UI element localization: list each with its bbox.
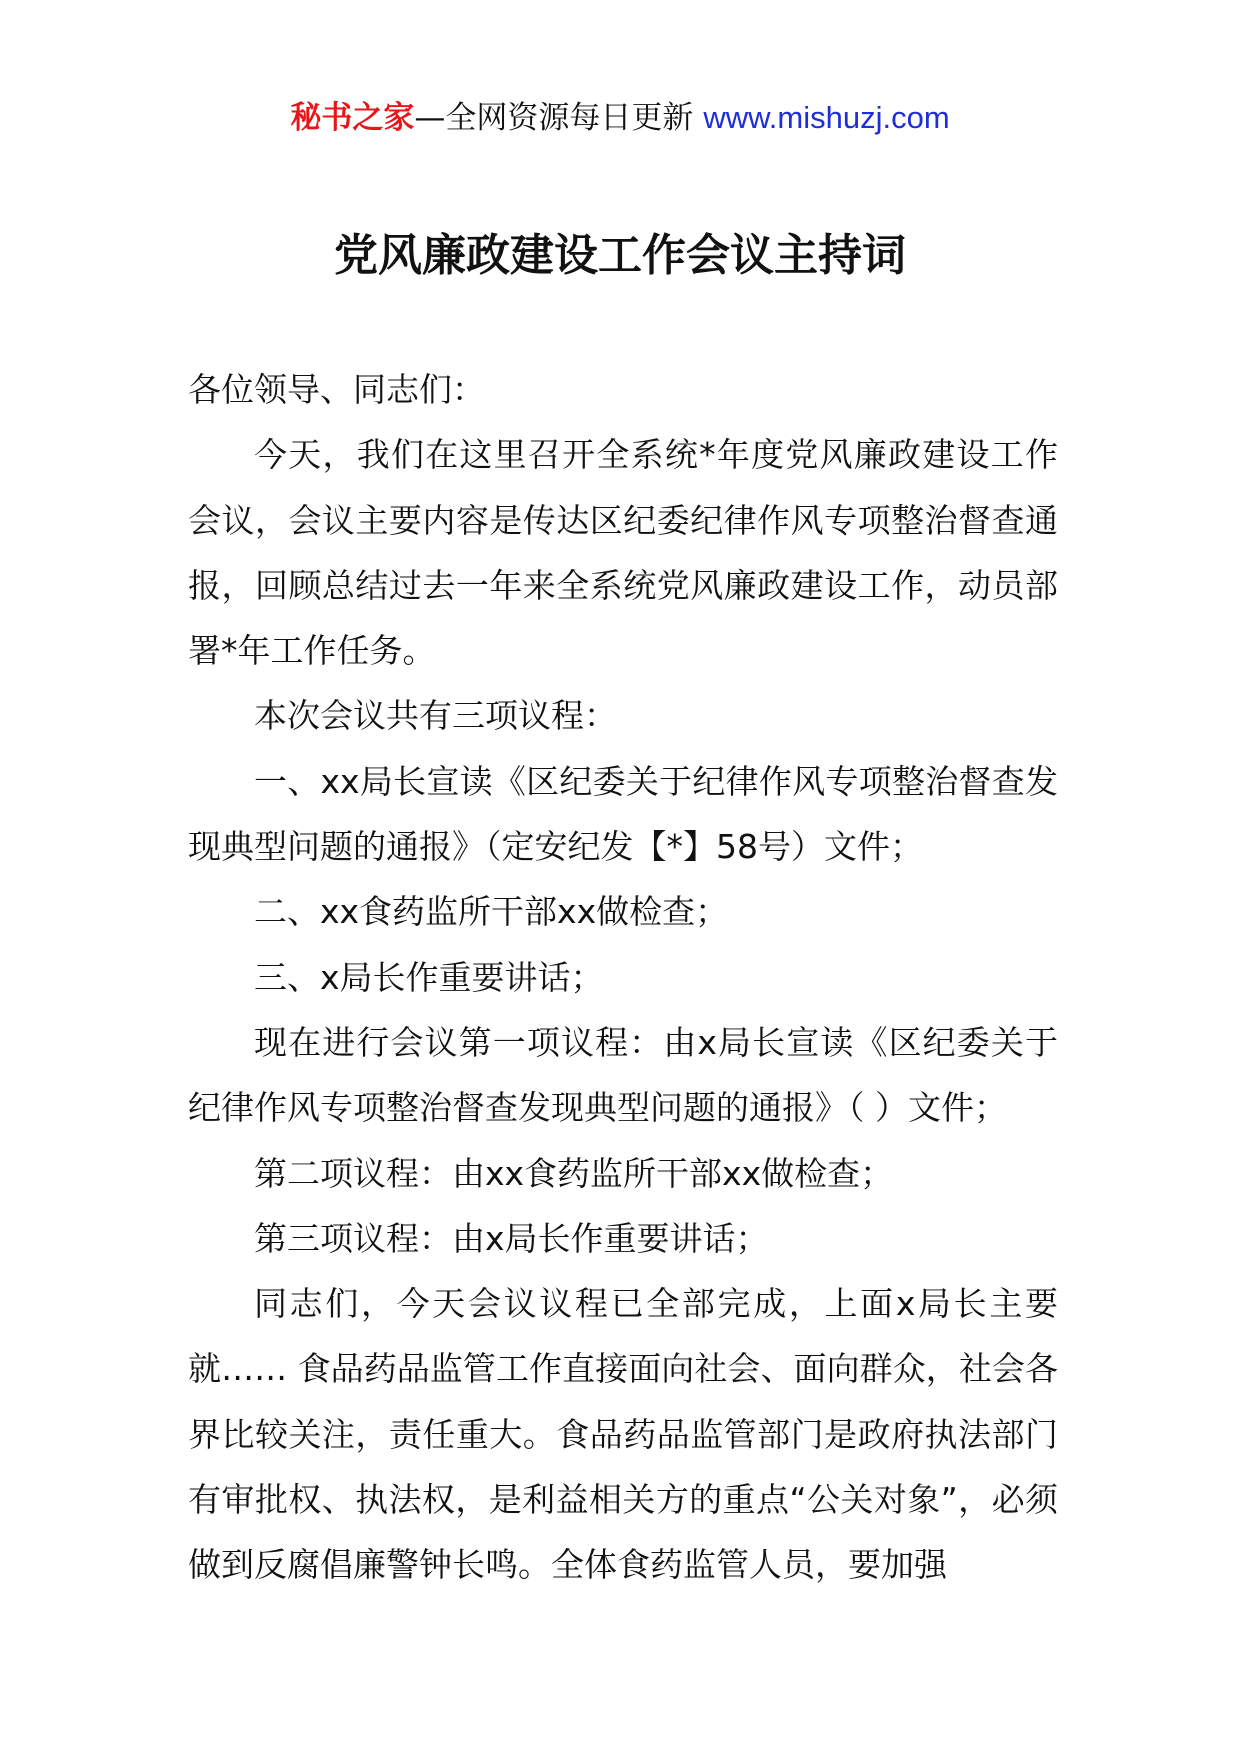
paragraph-agenda-intro: 本次会议共有三项议程： <box>254 696 617 736</box>
document-title: 党风廉政建设工作会议主持词 <box>334 230 906 281</box>
site-url-link[interactable]: www.mishuzj.com <box>703 100 950 135</box>
paragraph-third-item: 第三项议程：由x局长作重要讲话； <box>254 1218 769 1258</box>
site-header <box>0 98 1240 138</box>
greeting-line: 各位领导、同志们： <box>188 370 485 409</box>
agenda-item-2: 二、xx食药监所干部xx做检查； <box>254 892 729 932</box>
site-brand: 秘书之家 <box>290 100 415 136</box>
paragraph-closing: 同志们，今天会议议程已全部完成，上面x局长主要就…… 食品药品监管工作直接面向社会、面向群众，社会各界比较关注，责任重大。食品药品监管部门是政府执法部门有审批权、执法权，是利益相关方的重点“公关对象”，必须做到反腐倡廉警钟长鸣。全体食药监管人员，要加强 <box>188 1284 1058 1585</box>
paragraph-opening: 今天，我们在这里召开全系统*年度党风廉政建设工作会议，会议主要内容是传达区纪委纪律作风专项整治督查通报，回顾总结过去一年来全系统党风廉政建设工作，动员部署*年工作任务。 <box>188 435 1058 671</box>
document-body <box>188 357 1058 1598</box>
site-tagline: —全网资源每日更新 <box>414 100 694 136</box>
agenda-item-3: 三、x局长作重要讲话； <box>254 957 604 997</box>
agenda-item-1: 一、xx局长宣读《区纪委关于纪律作风专项整治督查发现典型问题的通报》（定安纪发【*】58号）文件； <box>188 761 1058 867</box>
paragraph-second-item: 第二项议程：由xx食药监所干部xx做检查； <box>254 1153 894 1193</box>
paragraph-first-item: 现在进行会议第一项议程：由x局长宣读《区纪委关于纪律作风专项整治督查发现典型问题的通报》（ ）文件； <box>188 1022 1058 1128</box>
